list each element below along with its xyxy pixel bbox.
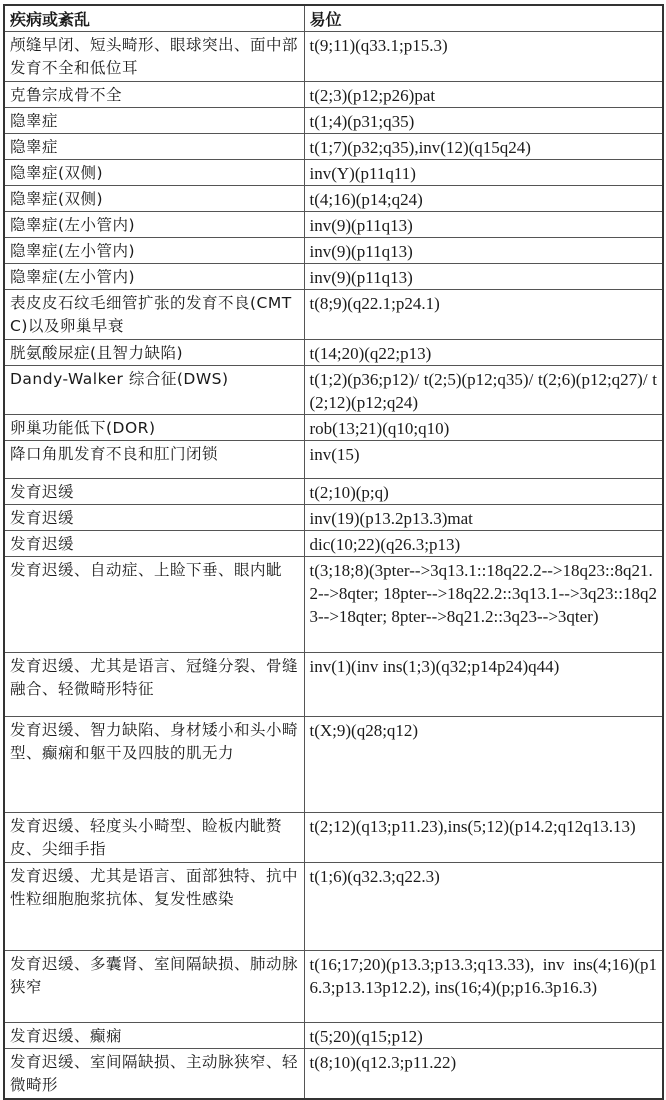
- table-row: [4, 479, 663, 505]
- disorder-cell: 发育迟缓、多囊肾、室间隔缺损、肺动脉狭窄: [4, 951, 304, 1023]
- translocation-cell: inv(1)(inv ins(1;3)(q32;p14p24)q44): [304, 653, 663, 717]
- disorder-cell: 降口角肌发育不良和肛门闭锁: [4, 441, 304, 479]
- table-row: [4, 505, 663, 531]
- translocation-cell: t(1;7)(p32;q35),inv(12)(q15q24): [304, 134, 663, 160]
- table-row: [4, 441, 663, 479]
- disorder-cell: 隐睾症: [4, 108, 304, 134]
- disorder-cell: 隐睾症(左小管内): [4, 264, 304, 290]
- translocation-cell: t(1;4)(p31;q35): [304, 108, 663, 134]
- table-row: [4, 951, 663, 1023]
- translocation-cell: inv(15): [304, 441, 663, 479]
- disorder-cell: Dandy-Walker 综合征(DWS): [4, 366, 304, 415]
- disorder-cell: 隐睾症(双侧): [4, 186, 304, 212]
- table-row: [4, 160, 663, 186]
- disorder-cell: 克鲁宗成骨不全: [4, 82, 304, 108]
- translocation-cell: t(8;10)(q12.3;p11.22): [304, 1049, 663, 1100]
- disorder-cell: 胱氨酸尿症(且智力缺陷): [4, 340, 304, 366]
- disorder-cell: 发育迟缓、尤其是语言、冠缝分裂、骨缝融合、轻微畸形特征: [4, 653, 304, 717]
- translocation-cell: t(14;20)(q22;p13): [304, 340, 663, 366]
- table-row: [4, 717, 663, 813]
- translocation-cell: t(2;3)(p12;p26)pat: [304, 82, 663, 108]
- disorder-cell: 发育迟缓: [4, 505, 304, 531]
- translocation-cell: t(5;20)(q15;p12): [304, 1023, 663, 1049]
- table-row: [4, 1049, 663, 1100]
- table-row: [4, 557, 663, 653]
- translocation-cell: t(8;9)(q22.1;p24.1): [304, 290, 663, 340]
- disorder-cell: 卵巢功能低下(DOR): [4, 415, 304, 441]
- translocation-cell: t(4;16)(p14;q24): [304, 186, 663, 212]
- disorder-cell: 表皮皮石纹毛细管扩张的发育不良(CMTC)以及卵巢早衰: [4, 290, 304, 340]
- disorder-cell: 颅缝早闭、短头畸形、眼球突出、面中部发育不全和低位耳: [4, 32, 304, 82]
- disorder-cell: 发育迟缓、尤其是语言、面部独特、抗中性粒细胞胞浆抗体、复发性感染: [4, 863, 304, 951]
- table-row: [4, 32, 663, 82]
- table-row: [4, 415, 663, 441]
- table-row: [4, 863, 663, 951]
- disorder-cell: 隐睾症: [4, 134, 304, 160]
- translocation-cell: t(2;10)(p;q): [304, 479, 663, 505]
- header-disorder: 疾病或紊乱: [4, 5, 304, 32]
- disorder-cell: 发育迟缓、自动症、上睑下垂、眼内眦: [4, 557, 304, 653]
- translocation-cell: t(3;18;8)(3pter-->3q13.1::18q22.2-->18q23::8q21.2-->8qter; 18pter-->18q22.2::3q13.1-->3q23::18q23-->18qter; 8pter-->8q21.2::3q23-->3qter): [304, 557, 663, 653]
- translocation-cell: rob(13;21)(q10;q10): [304, 415, 663, 441]
- translocation-cell: inv(Y)(p11q11): [304, 160, 663, 186]
- translocation-cell: inv(9)(p11q13): [304, 212, 663, 238]
- translocation-cell: inv(19)(p13.2p13.3)mat: [304, 505, 663, 531]
- translocation-table: [3, 4, 664, 1100]
- table-row: [4, 82, 663, 108]
- table-row: [4, 186, 663, 212]
- disorder-cell: 隐睾症(左小管内): [4, 238, 304, 264]
- table-row: [4, 212, 663, 238]
- disorder-cell: 发育迟缓、轻度头小畸型、睑板内眦赘皮、尖细手指: [4, 813, 304, 863]
- table-row: [4, 134, 663, 160]
- table-row: [4, 1023, 663, 1049]
- translocation-cell: t(2;12)(q13;p11.23),ins(5;12)(p14.2;q12q13.13): [304, 813, 663, 863]
- disorder-cell: 发育迟缓: [4, 531, 304, 557]
- table-row: [4, 653, 663, 717]
- table-row: [4, 531, 663, 557]
- disorder-cell: 隐睾症(左小管内): [4, 212, 304, 238]
- translocation-cell: t(X;9)(q28;q12): [304, 717, 663, 813]
- header-row: [4, 5, 663, 32]
- translocation-cell: inv(9)(p11q13): [304, 238, 663, 264]
- disorder-cell: 隐睾症(双侧): [4, 160, 304, 186]
- table-row: [4, 813, 663, 863]
- table-row: [4, 108, 663, 134]
- table-row: [4, 264, 663, 290]
- disorder-cell: 发育迟缓: [4, 479, 304, 505]
- table-row: [4, 290, 663, 340]
- table-row: [4, 238, 663, 264]
- disorder-cell: 发育迟缓、癫痫: [4, 1023, 304, 1049]
- table-body: [4, 32, 663, 1100]
- translocation-cell: t(1;2)(p36;p12)/ t(2;5)(p12;q35)/ t(2;6)(p12;q27)/ t(2;12)(p12;q24): [304, 366, 663, 415]
- disorder-cell: 发育迟缓、智力缺陷、身材矮小和头小畸型、癫痫和躯干及四肢的肌无力: [4, 717, 304, 813]
- translocation-cell: t(9;11)(q33.1;p15.3): [304, 32, 663, 82]
- translocation-cell: t(16;17;20)(p13.3;p13.3;q13.33), inv ins(4;16)(p16.3;p13.13p12.2), ins(16;4)(p;p16.3p16.3): [304, 951, 663, 1023]
- translocation-cell: t(1;6)(q32.3;q22.3): [304, 863, 663, 951]
- header-translocation: 易位: [304, 5, 663, 32]
- translocation-cell: dic(10;22)(q26.3;p13): [304, 531, 663, 557]
- translocation-cell: inv(9)(p11q13): [304, 264, 663, 290]
- disorder-cell: 发育迟缓、室间隔缺损、主动脉狭窄、轻微畸形: [4, 1049, 304, 1100]
- table-row: [4, 366, 663, 415]
- table-row: [4, 340, 663, 366]
